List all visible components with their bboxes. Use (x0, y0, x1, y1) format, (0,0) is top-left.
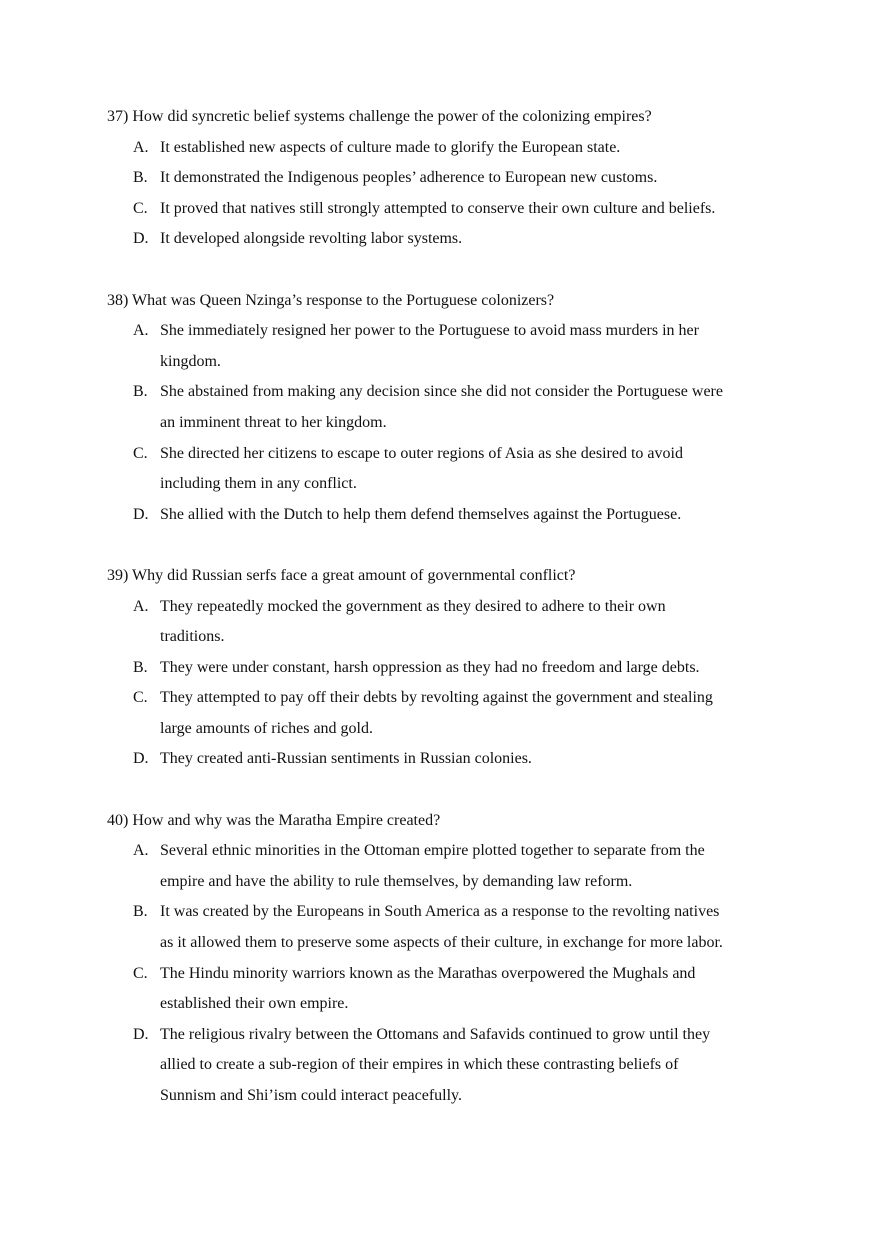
option-text: She immediately resigned her power to the Portuguese to avoid mass murders in her (160, 322, 699, 340)
answer-option (107, 377, 787, 438)
question (107, 286, 787, 531)
option-letter: B. (133, 169, 148, 187)
question (107, 102, 787, 255)
question-stem: 38) What was Queen Nzinga’s response to the Portuguese colonizers? (107, 291, 555, 309)
option-letter: A. (133, 138, 149, 156)
option-text: It proved that natives still strongly attempted to conserve their own culture and beliefs. (160, 199, 716, 217)
option-text: They were under constant, harsh oppression as they had no freedom and large debts. (160, 658, 700, 676)
option-letter: B. (133, 383, 148, 401)
option-text: The Hindu minority warriors known as the Marathas overpowered the Mughals and (160, 964, 696, 982)
option-letter: C. (133, 444, 148, 462)
option-text: kingdom. (160, 352, 221, 370)
answer-option (107, 194, 787, 225)
option-text: including them in any conflict. (160, 475, 357, 493)
option-text: It demonstrated the Indigenous peoples’ adherence to European new customs. (160, 169, 658, 187)
question-stem: 40) How and why was the Maratha Empire created? (107, 811, 441, 829)
question-stem: 37) How did syncretic belief systems challenge the power of the colonizing empires? (107, 108, 652, 125)
document-page (107, 102, 787, 1142)
option-letter: B. (133, 658, 148, 676)
option-letter: A. (133, 597, 149, 615)
answer-option (107, 744, 787, 775)
question (107, 561, 787, 775)
option-text: allied to create a sub-region of their empires in which these contrasting beliefs of (160, 1056, 679, 1074)
answer-option (107, 897, 787, 958)
answer-option (107, 959, 787, 1020)
answer-option (107, 224, 787, 255)
option-letter: A. (133, 322, 149, 340)
option-text: They created anti-Russian sentiments in Russian colonies. (160, 750, 532, 768)
option-letter: D. (133, 230, 149, 248)
option-text: She allied with the Dutch to help them defend themselves against the Portuguese. (160, 505, 682, 523)
option-letter: D. (133, 750, 149, 768)
option-text: Several ethnic minorities in the Ottoman empire plotted together to separate from the (160, 842, 705, 860)
option-text: empire and have the ability to rule themselves, by demanding law reform. (160, 872, 633, 890)
option-text: an imminent threat to her kingdom. (160, 413, 387, 431)
answer-option (107, 316, 787, 377)
option-text: She directed her citizens to escape to outer regions of Asia as she desired to avoid (160, 444, 683, 462)
option-letter: C. (133, 199, 148, 217)
option-text: It was created by the Europeans in South America as a response to the revolting natives (160, 903, 720, 921)
question-stem: 39) Why did Russian serfs face a great amount of governmental conflict? (107, 566, 576, 584)
option-text: They repeatedly mocked the government as they desired to adhere to their own (160, 597, 666, 615)
option-text: They attempted to pay off their debts by revolting against the government and stealing (160, 689, 713, 707)
option-letter: C. (133, 689, 148, 707)
option-text: large amounts of riches and gold. (160, 719, 373, 737)
option-letter: A. (133, 842, 149, 860)
option-letter: B. (133, 903, 148, 921)
answer-option (107, 133, 787, 164)
option-text: The religious rivalry between the Ottomans and Safavids continued to grow until they (160, 1025, 711, 1043)
answer-option (107, 836, 787, 897)
answer-option (107, 653, 787, 684)
option-letter: C. (133, 964, 148, 982)
option-text: traditions. (160, 628, 225, 646)
option-letter: D. (133, 1025, 149, 1043)
option-text: She abstained from making any decision since she did not consider the Portuguese were (160, 383, 723, 401)
option-letter: D. (133, 505, 149, 523)
option-text: It established new aspects of culture made to glorify the European state. (160, 138, 621, 156)
answer-option (107, 163, 787, 194)
answer-option (107, 500, 787, 531)
answer-option (107, 1020, 787, 1112)
answer-option (107, 439, 787, 500)
option-text: established their own empire. (160, 995, 349, 1013)
option-text: as it allowed them to preserve some aspects of their culture, in exchange for more labor. (160, 934, 723, 952)
answer-option (107, 592, 787, 653)
answer-option (107, 683, 787, 744)
option-text: It developed alongside revolting labor systems. (160, 230, 463, 248)
question (107, 806, 787, 1112)
option-text: Sunnism and Shi’ism could interact peacefully. (160, 1087, 463, 1104)
